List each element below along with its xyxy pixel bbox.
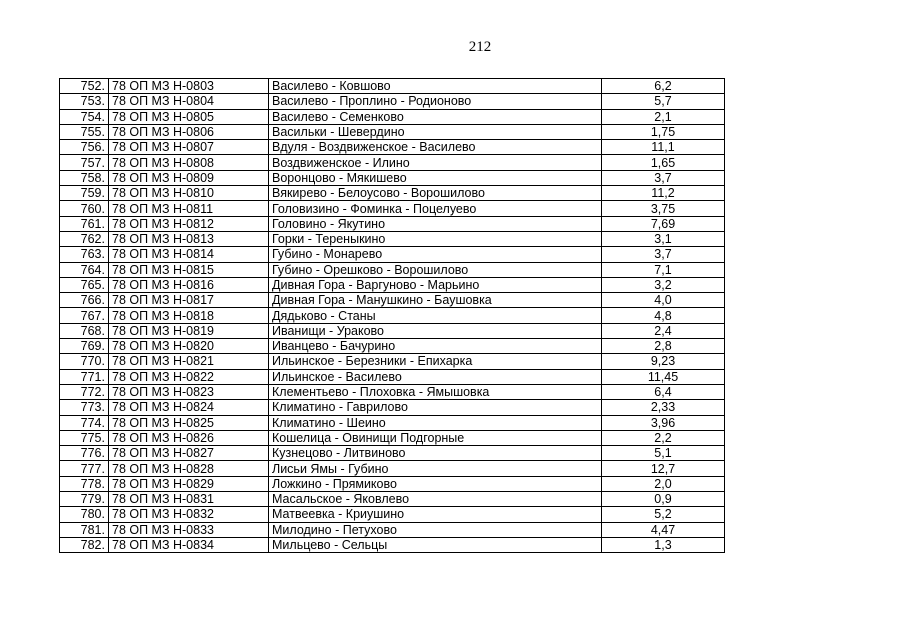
table-row [60, 446, 725, 461]
road-name-cell: Ильинское - Березники - Епихарка [269, 354, 602, 369]
table-row [60, 384, 725, 399]
table-row [60, 140, 725, 155]
road-name-cell: Ильинское - Василево [269, 369, 602, 384]
table-row [60, 201, 725, 216]
row-number-cell: 766. [60, 293, 109, 308]
road-name-cell: Василево - Семенково [269, 109, 602, 124]
road-length-cell: 3,7 [602, 170, 725, 185]
road-code-cell: 78 ОП МЗ Н-0804 [109, 94, 269, 109]
road-length-cell: 1,65 [602, 155, 725, 170]
row-number-cell: 755. [60, 124, 109, 139]
table-row [60, 262, 725, 277]
table-row [60, 124, 725, 139]
table-row [60, 155, 725, 170]
road-code-cell: 78 ОП МЗ Н-0822 [109, 369, 269, 384]
table-row [60, 400, 725, 415]
road-code-cell: 78 ОП МЗ Н-0834 [109, 537, 269, 552]
road-code-cell: 78 ОП МЗ Н-0831 [109, 492, 269, 507]
road-name-cell: Губино - Монарево [269, 247, 602, 262]
road-name-cell: Милодино - Петухово [269, 522, 602, 537]
table-row [60, 308, 725, 323]
row-number-cell: 775. [60, 430, 109, 445]
road-length-cell: 1,75 [602, 124, 725, 139]
road-length-cell: 4,0 [602, 293, 725, 308]
road-code-cell: 78 ОП МЗ Н-0828 [109, 461, 269, 476]
road-code-cell: 78 ОП МЗ Н-0827 [109, 446, 269, 461]
road-code-cell: 78 ОП МЗ Н-0829 [109, 476, 269, 491]
table-row [60, 476, 725, 491]
road-name-cell: Лисьи Ямы - Губино [269, 461, 602, 476]
table-row [60, 323, 725, 338]
table-row [60, 170, 725, 185]
road-length-cell: 12,7 [602, 461, 725, 476]
table-row [60, 369, 725, 384]
road-length-cell: 3,96 [602, 415, 725, 430]
road-name-cell: Василево - Ковшово [269, 79, 602, 94]
row-number-cell: 763. [60, 247, 109, 262]
road-code-cell: 78 ОП МЗ Н-0819 [109, 323, 269, 338]
row-number-cell: 764. [60, 262, 109, 277]
road-code-cell: 78 ОП МЗ Н-0806 [109, 124, 269, 139]
row-number-cell: 762. [60, 231, 109, 246]
table-row [60, 507, 725, 522]
row-number-cell: 760. [60, 201, 109, 216]
row-number-cell: 782. [60, 537, 109, 552]
table-row [60, 109, 725, 124]
road-code-cell: 78 ОП МЗ Н-0833 [109, 522, 269, 537]
road-name-cell: Дивная Гора - Варгуново - Марьино [269, 277, 602, 292]
table-row [60, 537, 725, 552]
road-code-cell: 78 ОП МЗ Н-0805 [109, 109, 269, 124]
table-row [60, 79, 725, 94]
road-code-cell: 78 ОП МЗ Н-0825 [109, 415, 269, 430]
road-code-cell: 78 ОП МЗ Н-0808 [109, 155, 269, 170]
row-number-cell: 772. [60, 384, 109, 399]
table-row [60, 354, 725, 369]
road-code-cell: 78 ОП МЗ Н-0817 [109, 293, 269, 308]
row-number-cell: 767. [60, 308, 109, 323]
row-number-cell: 759. [60, 186, 109, 201]
road-name-cell: Клементьево - Плоховка - Ямышовка [269, 384, 602, 399]
road-length-cell: 5,2 [602, 507, 725, 522]
road-name-cell: Воздвиженское - Илино [269, 155, 602, 170]
table-row [60, 277, 725, 292]
road-length-cell: 2,2 [602, 430, 725, 445]
road-length-cell: 4,47 [602, 522, 725, 537]
road-length-cell: 3,7 [602, 247, 725, 262]
road-name-cell: Вякирево - Белоусово - Ворошилово [269, 186, 602, 201]
road-code-cell: 78 ОП МЗ Н-0812 [109, 216, 269, 231]
road-code-cell: 78 ОП МЗ Н-0803 [109, 79, 269, 94]
road-name-cell: Дивная Гора - Манушкино - Баушовка [269, 293, 602, 308]
row-number-cell: 765. [60, 277, 109, 292]
road-code-cell: 78 ОП МЗ Н-0823 [109, 384, 269, 399]
page-number: 212 [468, 39, 492, 55]
road-code-cell: 78 ОП МЗ Н-0815 [109, 262, 269, 277]
road-name-cell: Василево - Проплино - Родионово [269, 94, 602, 109]
road-length-cell: 11,2 [602, 186, 725, 201]
road-name-cell: Иванищи - Ураково [269, 323, 602, 338]
road-name-cell: Кошелица - Овинищи Подгорные [269, 430, 602, 445]
row-number-cell: 773. [60, 400, 109, 415]
road-code-cell: 78 ОП МЗ Н-0821 [109, 354, 269, 369]
road-length-cell: 3,1 [602, 231, 725, 246]
road-length-cell: 7,69 [602, 216, 725, 231]
road-code-cell: 78 ОП МЗ Н-0809 [109, 170, 269, 185]
road-length-cell: 6,2 [602, 79, 725, 94]
road-name-cell: Матвеевка - Криушино [269, 507, 602, 522]
road-code-cell: 78 ОП МЗ Н-0820 [109, 339, 269, 354]
row-number-cell: 781. [60, 522, 109, 537]
table-row [60, 522, 725, 537]
road-name-cell: Головизино - Фоминка - Поцелуево [269, 201, 602, 216]
road-length-cell: 3,2 [602, 277, 725, 292]
row-number-cell: 774. [60, 415, 109, 430]
road-length-cell: 0,9 [602, 492, 725, 507]
table-row [60, 293, 725, 308]
row-number-cell: 780. [60, 507, 109, 522]
road-code-cell: 78 ОП МЗ Н-0816 [109, 277, 269, 292]
road-name-cell: Воронцово - Мякишево [269, 170, 602, 185]
road-code-cell: 78 ОП МЗ Н-0818 [109, 308, 269, 323]
row-number-cell: 768. [60, 323, 109, 338]
road-length-cell: 11,1 [602, 140, 725, 155]
row-number-cell: 758. [60, 170, 109, 185]
road-name-cell: Иванцево - Бачурино [269, 339, 602, 354]
road-length-cell: 2,0 [602, 476, 725, 491]
road-code-cell: 78 ОП МЗ Н-0813 [109, 231, 269, 246]
row-number-cell: 776. [60, 446, 109, 461]
row-number-cell: 752. [60, 79, 109, 94]
road-name-cell: Головино - Якутино [269, 216, 602, 231]
row-number-cell: 777. [60, 461, 109, 476]
row-number-cell: 771. [60, 369, 109, 384]
roads-table [59, 78, 725, 553]
road-name-cell: Ложкино - Прямиково [269, 476, 602, 491]
road-name-cell: Масальское - Яковлево [269, 492, 602, 507]
row-number-cell: 756. [60, 140, 109, 155]
road-name-cell: Климатино - Гаврилово [269, 400, 602, 415]
row-number-cell: 779. [60, 492, 109, 507]
table-row [60, 492, 725, 507]
row-number-cell: 770. [60, 354, 109, 369]
road-code-cell: 78 ОП МЗ Н-0810 [109, 186, 269, 201]
road-length-cell: 2,1 [602, 109, 725, 124]
row-number-cell: 778. [60, 476, 109, 491]
table-row [60, 247, 725, 262]
table-row [60, 415, 725, 430]
road-name-cell: Мильцево - Сельцы [269, 537, 602, 552]
road-name-cell: Васильки - Шевердино [269, 124, 602, 139]
road-code-cell: 78 ОП МЗ Н-0832 [109, 507, 269, 522]
road-code-cell: 78 ОП МЗ Н-0826 [109, 430, 269, 445]
road-length-cell: 6,4 [602, 384, 725, 399]
table-row [60, 186, 725, 201]
row-number-cell: 761. [60, 216, 109, 231]
road-length-cell: 1,3 [602, 537, 725, 552]
table-row [60, 430, 725, 445]
road-name-cell: Кузнецово - Литвиново [269, 446, 602, 461]
road-code-cell: 78 ОП МЗ Н-0811 [109, 201, 269, 216]
road-length-cell: 4,8 [602, 308, 725, 323]
road-code-cell: 78 ОП МЗ Н-0824 [109, 400, 269, 415]
row-number-cell: 769. [60, 339, 109, 354]
table-row [60, 339, 725, 354]
road-length-cell: 3,75 [602, 201, 725, 216]
road-name-cell: Климатино - Шеино [269, 415, 602, 430]
road-length-cell: 7,1 [602, 262, 725, 277]
roads-table-body [60, 79, 725, 553]
road-length-cell: 11,45 [602, 369, 725, 384]
road-length-cell: 2,4 [602, 323, 725, 338]
road-length-cell: 5,7 [602, 94, 725, 109]
road-name-cell: Дядьково - Станы [269, 308, 602, 323]
table-row [60, 94, 725, 109]
road-name-cell: Губино - Орешково - Ворошилово [269, 262, 602, 277]
road-name-cell: Вдуля - Воздвиженское - Василево [269, 140, 602, 155]
row-number-cell: 757. [60, 155, 109, 170]
road-length-cell: 5,1 [602, 446, 725, 461]
road-name-cell: Горки - Тереныкино [269, 231, 602, 246]
road-length-cell: 9,23 [602, 354, 725, 369]
row-number-cell: 754. [60, 109, 109, 124]
table-row [60, 461, 725, 476]
road-code-cell: 78 ОП МЗ Н-0814 [109, 247, 269, 262]
table-row [60, 231, 725, 246]
road-code-cell: 78 ОП МЗ Н-0807 [109, 140, 269, 155]
road-length-cell: 2,8 [602, 339, 725, 354]
row-number-cell: 753. [60, 94, 109, 109]
table-row [60, 216, 725, 231]
road-length-cell: 2,33 [602, 400, 725, 415]
